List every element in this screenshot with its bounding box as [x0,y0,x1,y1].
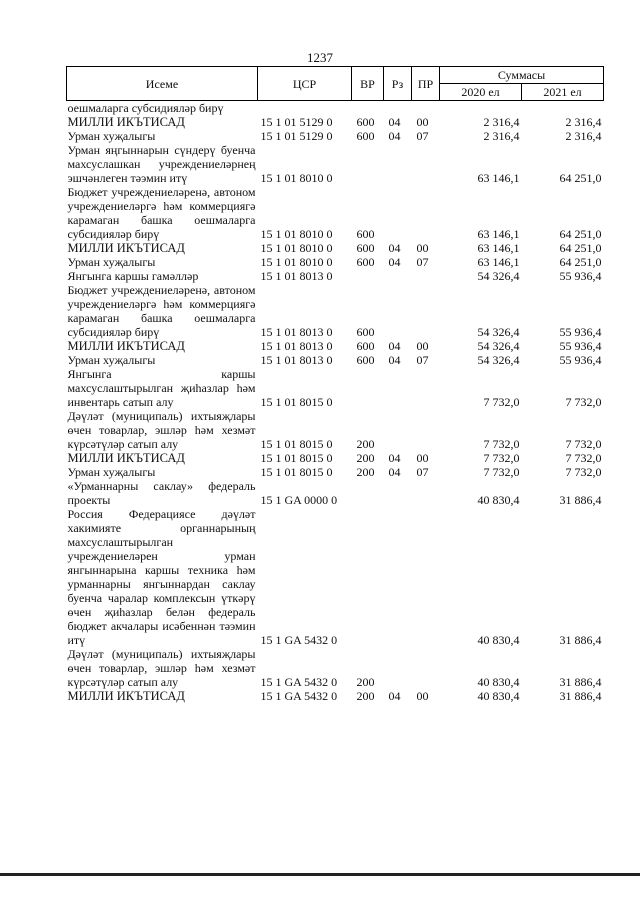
cell-rz [384,409,412,451]
cell-csr: 15 1 GA 0000 0 [260,493,338,507]
table-row [67,115,604,129]
cell-pr: 07 [416,465,429,479]
cell-rz [384,507,412,647]
cell-rz: 04 [388,241,401,255]
cell-rz [384,269,412,283]
cell-pr [412,507,440,647]
cell-csr: 15 1 01 5129 0 [260,115,333,129]
table-row [67,283,604,339]
cell-2021: 31 886,4 [559,675,602,689]
cell-csr: 15 1 01 8010 0 [260,255,333,269]
table-row [67,689,604,703]
cell-rz: 04 [388,129,401,143]
cell-2020: 63 146,1 [477,171,520,185]
cell-pr: 00 [416,451,429,465]
cell-name: Урман хуҗалыгы [67,353,156,367]
table-row [67,479,604,507]
cell-vr: 200 [356,437,375,451]
cell-rz: 04 [388,451,401,465]
cell-rz: 04 [388,465,401,479]
cell-2020: 40 830,4 [477,689,520,703]
cell-vr [352,507,384,647]
header-pr: ПР [412,67,440,101]
budget-table [66,66,604,703]
cell-vr [352,143,384,185]
cell-pr: 00 [416,689,429,703]
cell-name: МИЛЛИ ИКЪТИСАД [67,241,185,255]
cell-pr: 07 [416,129,429,143]
cell-rz [384,367,412,409]
cell-2021: 7 732,0 [565,437,602,451]
cell-name: Дәүләт (муниципаль) ихтыяҗлары өчен товарлар, эшләр һәм хезмәт күрсәтүләр сатып алу [67,647,256,689]
header-year-2020: 2020 ел [440,84,522,101]
cell-csr: 15 1 01 8015 0 [260,451,333,465]
cell-name: Янгынга каршы махсуслаштырылган җиһазлар һәм инвентарь сатып алу [67,367,256,409]
cell-2020: 54 326,4 [477,269,520,283]
table-body [67,101,604,704]
cell-2020: 54 326,4 [477,325,520,339]
cell-rz [384,283,412,339]
cell-pr [412,269,440,283]
cell-name: Урман хуҗалыгы [67,255,156,269]
cell-csr: 15 1 01 8015 0 [260,465,333,479]
cell-csr: 15 1 01 8013 0 [260,325,333,339]
cell-rz [384,101,412,116]
cell-rz [384,185,412,241]
table-row [67,241,604,255]
cell-vr: 600 [356,353,375,367]
cell-2020: 7 732,0 [483,465,520,479]
cell-vr: 600 [356,339,375,353]
cell-rz: 04 [388,689,401,703]
table-row [67,367,604,409]
cell-pr [412,283,440,339]
cell-csr: 15 1 01 8010 0 [260,227,333,241]
cell-name: МИЛЛИ ИКЪТИСАД [67,339,185,353]
cell-2020: 54 326,4 [477,353,520,367]
cell-2021: 64 251,0 [559,171,602,185]
cell-name: Бюджет учреждениеләренә, автоном учреждениеләргә һәм коммерциягә карамаган башка оешмаларга субсидияләр бирү [67,283,256,339]
cell-vr: 600 [356,115,375,129]
cell-pr: 00 [416,115,429,129]
cell-2020: 54 326,4 [477,339,520,353]
cell-2020: 7 732,0 [483,395,520,409]
cell-csr: 15 1 01 8015 0 [260,395,333,409]
table-row [67,255,604,269]
cell-2021: 64 251,0 [559,241,602,255]
cell-name: Урман хуҗалыгы [67,465,156,479]
cell-2021: 7 732,0 [565,451,602,465]
cell-2021: 2 316,4 [565,115,602,129]
cell-vr: 600 [356,241,375,255]
cell-2020: 7 732,0 [483,451,520,465]
cell-2021: 64 251,0 [559,227,602,241]
cell-rz: 04 [388,115,401,129]
cell-name: Бюджет учреждениеләренә, автоном учреждениеләргә һәм коммерциягә карамаган башка оешмаларга субсидияләр бирү [67,185,256,241]
cell-pr [412,479,440,507]
cell-name: Урман хуҗалыгы [67,129,156,143]
table-row [67,647,604,689]
cell-rz: 04 [388,255,401,269]
table-row [67,185,604,241]
cell-rz [384,479,412,507]
cell-2020: 2 316,4 [483,115,520,129]
cell-2021: 7 732,0 [565,465,602,479]
cell-2020 [440,101,522,116]
table-header [67,67,604,101]
cell-name: Дәүләт (муниципаль) ихтыяҗлары өчен товарлар, эшләр һәм хезмәт күрсәтүләр сатып алу [67,409,256,451]
table-row [67,507,604,647]
table-row [67,101,604,116]
cell-vr: 200 [356,465,375,479]
page-bottom-border [0,873,640,876]
cell-csr: 15 1 01 8013 0 [260,353,333,367]
cell-pr [412,409,440,451]
cell-pr: 07 [416,255,429,269]
cell-csr: 15 1 01 8013 0 [260,339,333,353]
header-name: Исеме [67,67,258,101]
header-csr: ЦСР [258,67,352,101]
cell-pr [412,101,440,116]
cell-2021: 55 936,4 [559,269,602,283]
cell-2021: 31 886,4 [559,633,602,647]
cell-2020: 40 830,4 [477,675,520,689]
cell-vr: 200 [356,675,375,689]
cell-name: Янгынга каршы гамәлләр [67,269,199,283]
cell-pr [412,185,440,241]
cell-2020: 40 830,4 [477,493,520,507]
cell-pr [412,647,440,689]
cell-pr [412,367,440,409]
cell-2021: 31 886,4 [559,689,602,703]
cell-vr: 200 [356,689,375,703]
cell-rz [384,143,412,185]
table-row [67,339,604,353]
cell-2021 [522,101,604,116]
table-row [67,129,604,143]
cell-vr [352,479,384,507]
table-row [67,451,604,465]
cell-csr: 15 1 01 5129 0 [260,129,333,143]
cell-2021: 55 936,4 [559,339,602,353]
cell-2020: 40 830,4 [477,633,520,647]
cell-name: МИЛЛИ ИКЪТИСАД [67,115,185,129]
cell-2020: 2 316,4 [483,129,520,143]
cell-2021: 55 936,4 [559,353,602,367]
cell-rz [384,647,412,689]
cell-name: оешмаларга субсидияләр бирү [67,101,224,115]
cell-csr: 15 1 GA 5432 0 [260,633,338,647]
header-year-2021: 2021 ел [522,84,604,101]
cell-2020: 63 146,1 [477,227,520,241]
cell-pr: 00 [416,241,429,255]
cell-csr [258,101,352,116]
cell-2020: 63 146,1 [477,241,520,255]
header-sums: Суммасы [440,67,604,84]
cell-2020: 7 732,0 [483,437,520,451]
cell-2021: 31 886,4 [559,493,602,507]
cell-2021: 2 316,4 [565,129,602,143]
cell-vr: 600 [356,227,375,241]
cell-vr: 600 [356,255,375,269]
table-row [67,143,604,185]
cell-2020: 63 146,1 [477,255,520,269]
table-row [67,409,604,451]
header-rz: Рз [384,67,412,101]
cell-rz: 04 [388,353,401,367]
cell-pr: 07 [416,353,429,367]
cell-csr: 15 1 01 8010 0 [260,241,333,255]
cell-csr: 15 1 GA 5432 0 [260,689,338,703]
cell-pr: 00 [416,339,429,353]
cell-name: Россия Федерациясе дәүләт хакимияте органнарының махсуслаштырылган учреждениеләрен урман янгыннарына каршы техника һәм урманнарны янгыннардан саклау буенча чаралар комплексын үткәрү өчен җиһазлар белән федераль бюджет акчалары исәбеннән тәэмин итү [67,507,256,647]
header-vr: ВР [352,67,384,101]
cell-vr [352,101,384,116]
cell-name: МИЛЛИ ИКЪТИСАД [67,689,185,703]
cell-name: «Урманнарны саклау» федераль проекты [67,479,256,507]
cell-2021: 7 732,0 [565,395,602,409]
cell-csr: 15 1 01 8015 0 [260,437,333,451]
cell-vr: 600 [356,129,375,143]
cell-2021: 55 936,4 [559,325,602,339]
cell-vr [352,269,384,283]
cell-name: МИЛЛИ ИКЪТИСАД [67,451,185,465]
cell-rz: 04 [388,339,401,353]
cell-vr: 600 [356,325,375,339]
cell-name: Урман яңгыннарын сүндерү буенча махсуслашкан учреждениеләрнең эшчәнлеген тәэмин итү [67,143,256,185]
page-number: 1237 [307,50,333,65]
cell-vr: 200 [356,451,375,465]
cell-csr: 15 1 GA 5432 0 [260,675,338,689]
cell-csr: 15 1 01 8010 0 [260,171,333,185]
table-row [67,269,604,283]
cell-2021: 64 251,0 [559,255,602,269]
table-row [67,353,604,367]
cell-vr [352,367,384,409]
cell-pr [412,143,440,185]
cell-csr: 15 1 01 8013 0 [260,269,333,283]
table-row [67,465,604,479]
